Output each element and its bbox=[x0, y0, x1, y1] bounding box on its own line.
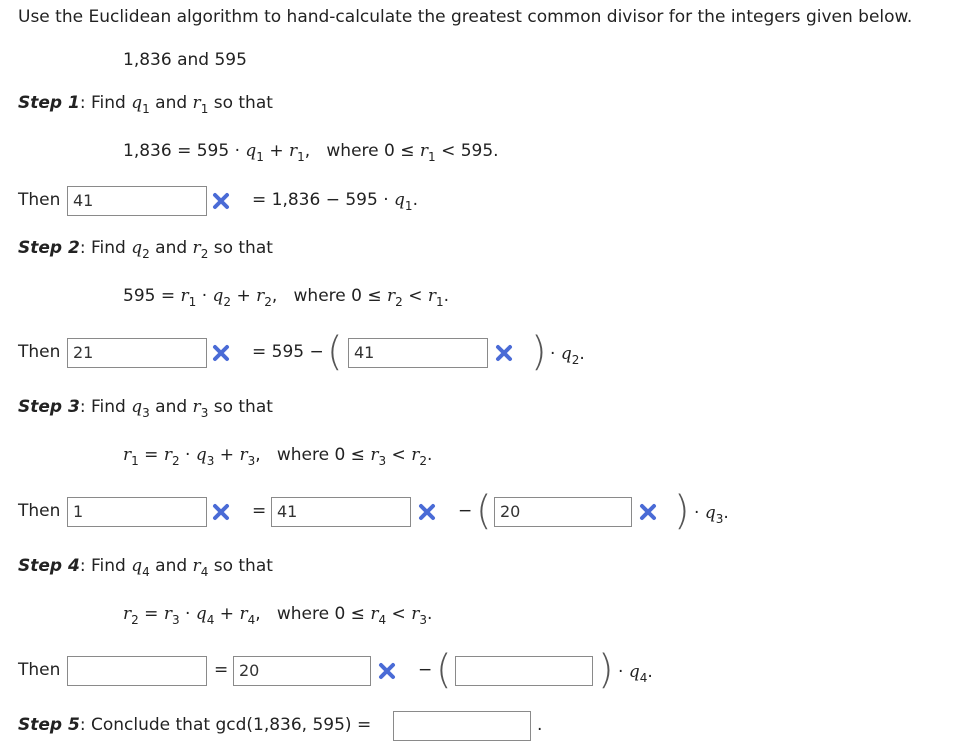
x-mark-icon bbox=[639, 503, 657, 521]
step3-label: Step 3 bbox=[18, 397, 80, 417]
r3-r1-input[interactable]: 41 bbox=[271, 497, 411, 527]
minus-sign-4: − bbox=[418, 660, 433, 680]
r1-answer-input[interactable]: 41 bbox=[67, 186, 207, 216]
equals-sign-4: = bbox=[214, 660, 229, 680]
r3-r2-input[interactable]: 20 bbox=[494, 497, 632, 527]
x-mark-icon bbox=[212, 344, 230, 362]
step4-heading: Step 4: Find $q_4$ and $r_4$ so that bbox=[18, 556, 273, 579]
equals-sign-3: = bbox=[252, 501, 267, 521]
times-q2: · $q_2$. bbox=[550, 344, 585, 367]
step4-equation: $r_2 = r_3 \cdot q_4 + r_4$, where $0 \le r_4 < r_3$. bbox=[123, 604, 433, 627]
step1-label: Step 1 bbox=[18, 93, 80, 113]
close-paren: ) bbox=[598, 647, 614, 693]
then-label-4: Then bbox=[18, 660, 61, 680]
x-mark-icon bbox=[212, 192, 230, 210]
r2-answer-input[interactable]: 21 bbox=[67, 338, 207, 368]
close-paren: ) bbox=[531, 329, 547, 375]
open-paren: ( bbox=[327, 329, 343, 375]
step4-label: Step 4 bbox=[18, 556, 80, 576]
r2-r1-input[interactable]: 41 bbox=[348, 338, 488, 368]
step2-equation: $595 = r_1 \cdot q_2 + r_2$, where $0 \le r_2 < r_1$. bbox=[123, 286, 450, 309]
instructions: Use the Euclidean algorithm to hand-calculate the greatest common divisor for the integers given below. bbox=[18, 7, 913, 27]
then1-expression: = $1,836 - 595 \cdot q_1$. bbox=[252, 190, 418, 213]
r4-answer-input[interactable] bbox=[67, 656, 207, 686]
step5-label: Step 5 bbox=[18, 715, 80, 735]
given-integers: 1,836 and 595 bbox=[123, 50, 247, 70]
close-paren: ) bbox=[674, 488, 690, 534]
minus-sign-3: − bbox=[458, 501, 473, 521]
then2-expression: = 595 − bbox=[252, 342, 324, 362]
gcd-answer-input[interactable] bbox=[393, 711, 531, 741]
times-q4: · $q_4$. bbox=[618, 662, 653, 685]
then-label-2: Then bbox=[18, 342, 61, 362]
r3-answer-input[interactable]: 1 bbox=[67, 497, 207, 527]
period: . bbox=[537, 715, 543, 735]
step3-equation: $r_1 = r_2 \cdot q_3 + r_3$, where $0 \le r_3 < r_2$. bbox=[123, 445, 433, 468]
step2-heading: Step 2: Find $q_2$ and $r_2$ so that bbox=[18, 238, 273, 261]
open-paren: ( bbox=[476, 488, 492, 534]
then-label-1: Then bbox=[18, 190, 61, 210]
x-mark-icon bbox=[495, 344, 513, 362]
x-mark-icon bbox=[418, 503, 436, 521]
step3-heading: Step 3: Find $q_3$ and $r_3$ so that bbox=[18, 397, 273, 420]
open-paren: ( bbox=[436, 647, 452, 693]
r4-r3-input[interactable] bbox=[455, 656, 593, 686]
step1-equation: $1,836 = 595 \cdot q_1 + r_1$, where $0 \le r_1 < 595$. bbox=[123, 141, 499, 164]
x-mark-icon bbox=[212, 503, 230, 521]
then-label-3: Then bbox=[18, 501, 61, 521]
times-q3: · $q_3$. bbox=[694, 503, 729, 526]
x-mark-icon bbox=[378, 662, 396, 680]
step2-label: Step 2 bbox=[18, 238, 80, 258]
step5-line: Step 5: Conclude that gcd(1,836, 595) = bbox=[18, 715, 372, 735]
step1-heading: Step 1: Find $q_1$ and $r_1$ so that bbox=[18, 93, 273, 116]
r4-r2-input[interactable]: 20 bbox=[233, 656, 371, 686]
